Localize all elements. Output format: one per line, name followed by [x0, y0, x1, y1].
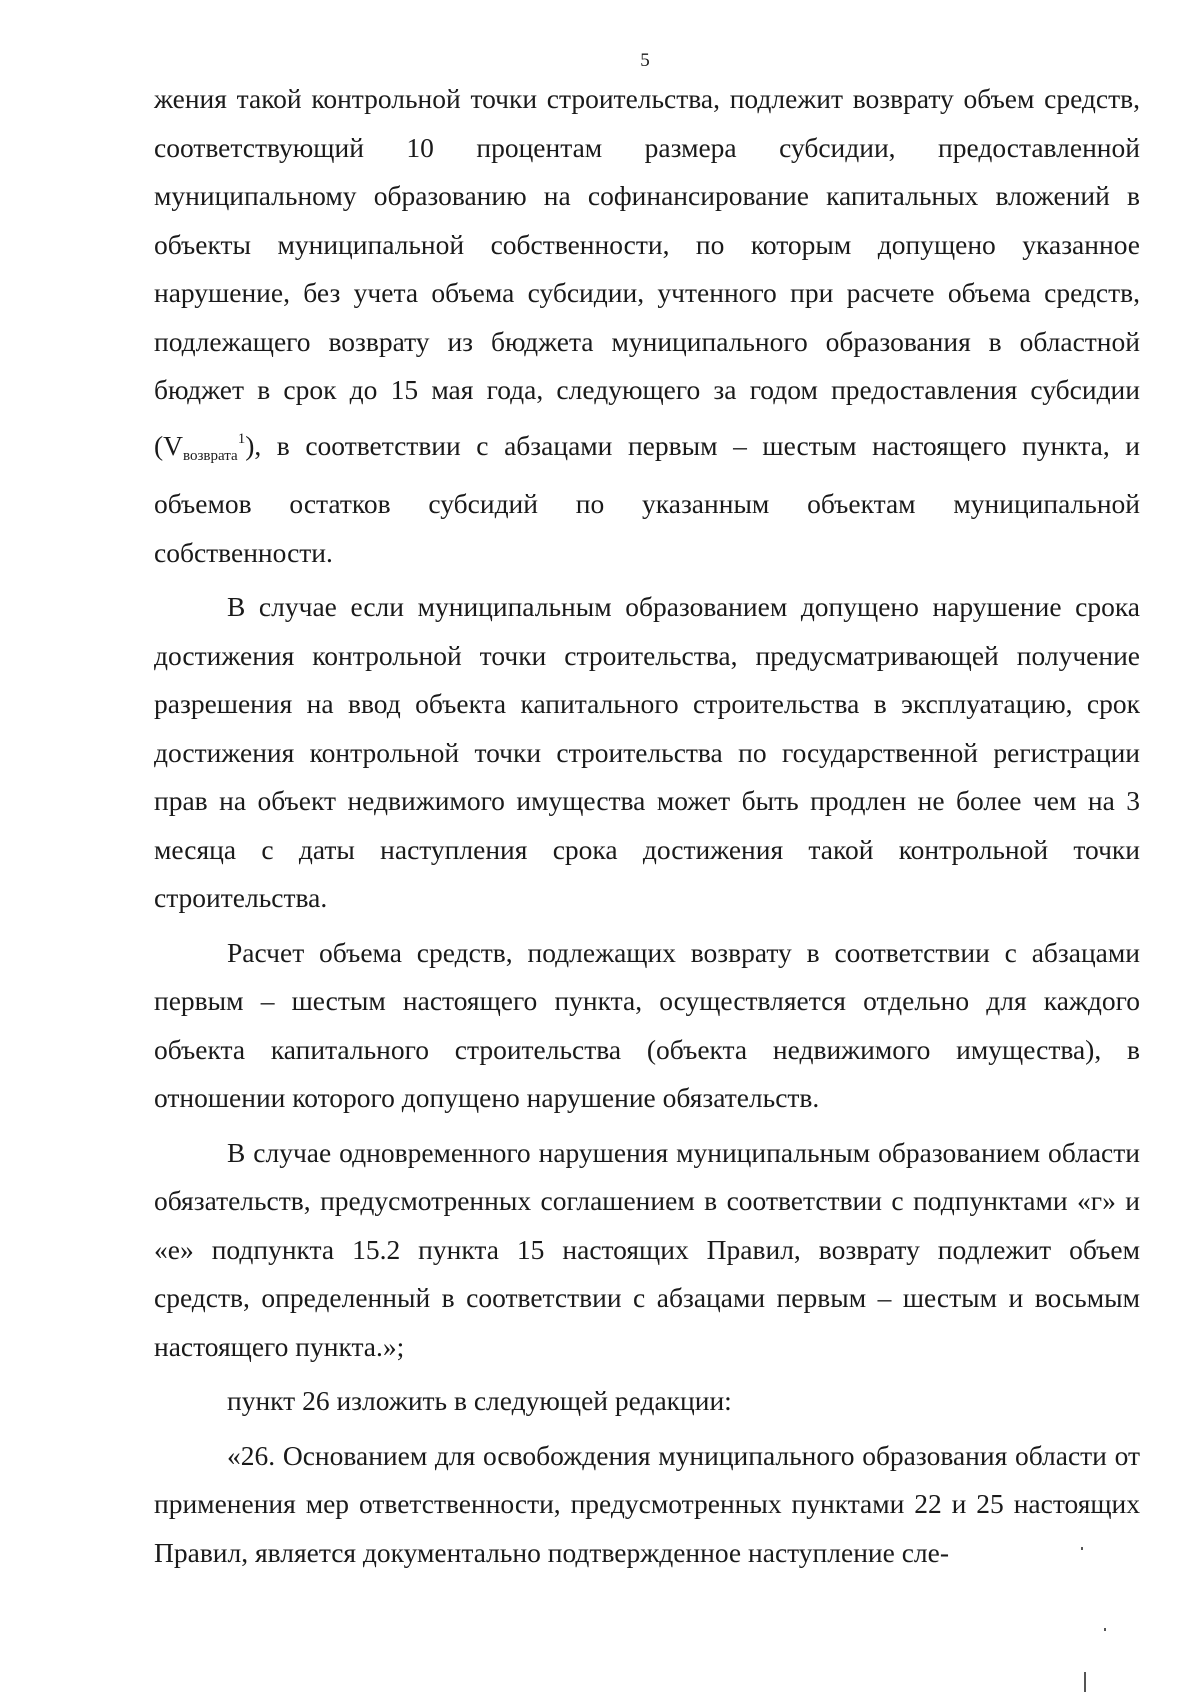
superscript-one: 1: [237, 430, 246, 447]
paragraph-text: жения такой контрольной точки строительства, подлежит возврату объем средств, соответствующий 10 процентам размера субсидии, предоставленной муниципальному образованию на софинансирование капитальных вложений в объекты муниципальной собственности, по которым допущено указанное нарушение, без учета объема субсидии, учтенного при расчете объема средств, подлежащего возврату из бюджета муниципального образования в областной бюджет в срок до 15 мая года, следующего за годом предоставления субсидии (V: [154, 83, 1140, 461]
scan-speck: [1081, 1547, 1083, 1550]
subscript-vozvrata: возврата: [183, 447, 238, 464]
scan-speck: [1104, 1628, 1106, 1631]
paragraph-text: ), в соответствии с абзацами первым – шестым настоящего пункта, и объемов остатков субсидий по указанным объектам муниципальной собственности.: [154, 429, 1140, 568]
page-number: 5: [640, 50, 650, 71]
paragraph-simultaneous-violation: В случае одновременного нарушения муниципальным образованием области обязательств, предусмотренных соглашением в соответствии с подпунктами «г» и «е» подпункта 15.2 пункта 15 настоящих Правил, возврату подлежит объем средств, определенный в соответствии с абзацами первым – шестым и восьмым настоящего пункта.»;: [154, 1136, 1140, 1362]
paragraph-calculation: Расчет объема средств, подлежащих возврату в соответствии с абзацами первым – шестым настоящего пункта, осуществляется отдельно для каждого объекта капитального строительства (объекта недвижимого имущества), в отношении которого допущено нарушение обязательств.: [154, 936, 1140, 1113]
document-body: [154, 75, 1140, 1577]
scan-speck: [1084, 1672, 1086, 1692]
paragraph-extension-term: В случае если муниципальным образованием допущено нарушение срока достижения контрольной точки строительства, предусматривающей получение разрешения на ввод объекта капитального строительства в эксплуатацию, срок достижения контрольной точки строительства по государственной регистрации прав на объект недвижимого имущества может быть продлен не более чем на 3 месяца с даты наступления срока достижения такой контрольной точки строительства.: [154, 591, 1140, 913]
paragraph-continuation: [154, 75, 1140, 577]
paragraph-item-26: «26. Основанием для освобождения муниципального образования области от применения мер ответственности, предусмотренных пунктами 22 и 25 настоящих Правил, является документально подтвержденное наступление сле-: [154, 1439, 1140, 1568]
paragraph-item-26-intro: пункт 26 изложить в следующей редакции:: [227, 1385, 732, 1416]
